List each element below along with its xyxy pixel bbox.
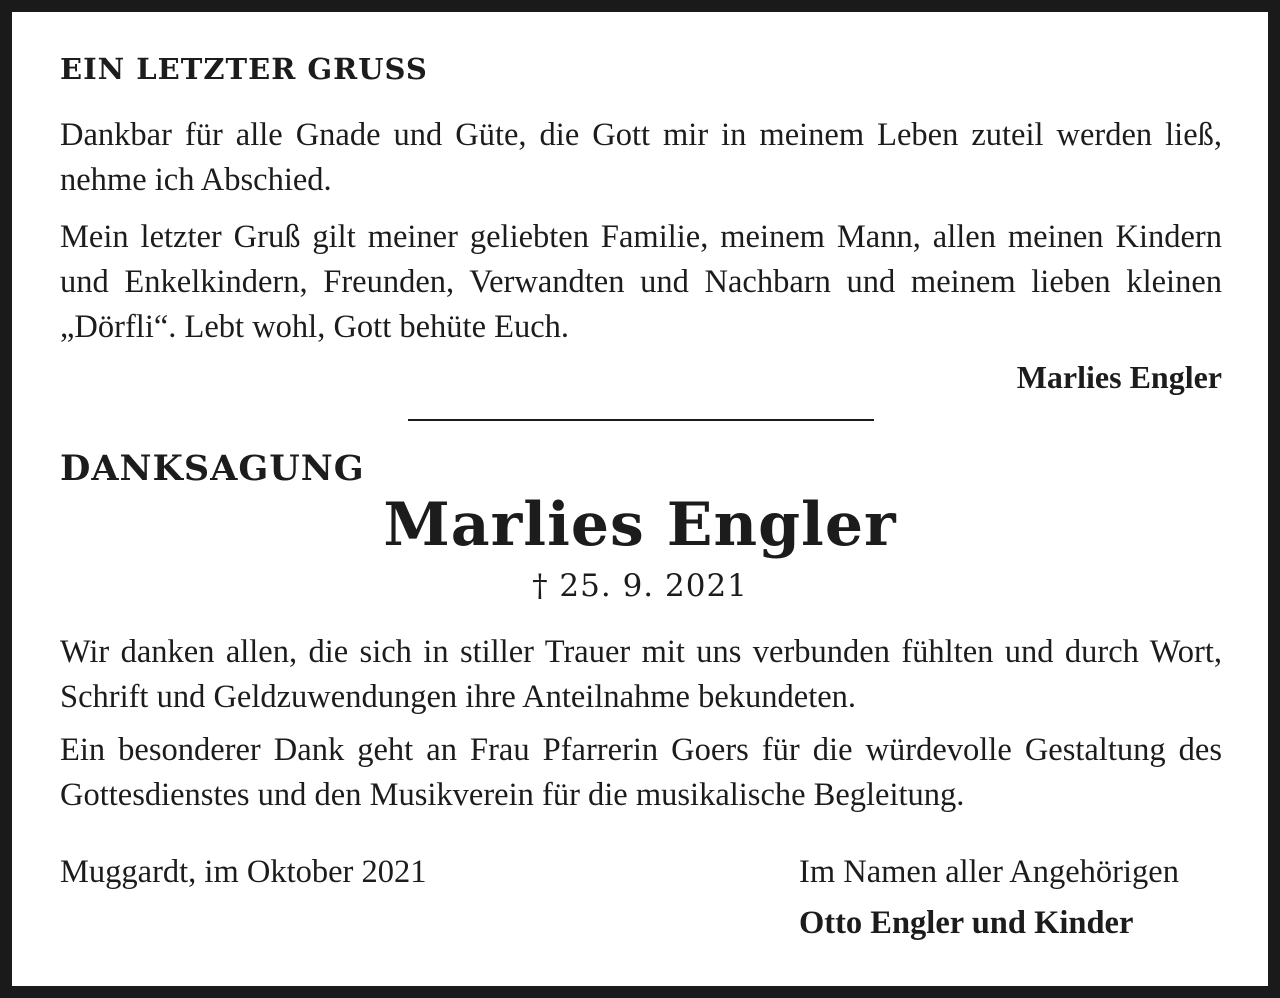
obituary-notice bbox=[12, 12, 1268, 986]
farewell-paragraph-2: Mein letzter Gruß gilt meiner geliebten Familie, meinem Mann, allen meinen Kindern und Enkelkindern, Freunden, Verwandten und Nachbarn und meinem lieben kleinen „Dörfli“. Lebt wohl, Gott behüte Euch. bbox=[60, 219, 1222, 345]
section-divider bbox=[408, 419, 874, 421]
thanks-paragraph-2: Ein besonderer Dank geht an Frau Pfarrerin Goers für die würdevolle Gestaltung des Gottesdienstes und den Musikverein für die musikalische Begleitung. bbox=[60, 732, 1222, 813]
place-and-date: Muggardt, im Oktober 2021 bbox=[60, 854, 427, 890]
closing-line: Im Namen aller Angehörigen bbox=[799, 854, 1179, 890]
farewell-heading: EIN LETZTER GRUSS bbox=[60, 52, 428, 86]
farewell-paragraph-1: Dankbar für alle Gnade und Güte, die Gott mir in meinem Leben zuteil werden ließ, nehme ich Abschied. bbox=[60, 117, 1222, 198]
thanks-paragraph-1: Wir danken allen, die sich in stiller Trauer mit uns verbunden fühlten und durch Wort, Schrift und Geldzuwendungen ihre Anteilnahme bekundeten. bbox=[60, 634, 1222, 715]
thanks-heading: DANKSAGUNG bbox=[60, 448, 365, 489]
death-date: † 25. 9. 2021 bbox=[532, 568, 748, 604]
deceased-name: Marlies Engler bbox=[383, 490, 897, 560]
farewell-signature: Marlies Engler bbox=[1016, 359, 1222, 395]
family-signature: Otto Engler und Kinder bbox=[799, 905, 1134, 941]
